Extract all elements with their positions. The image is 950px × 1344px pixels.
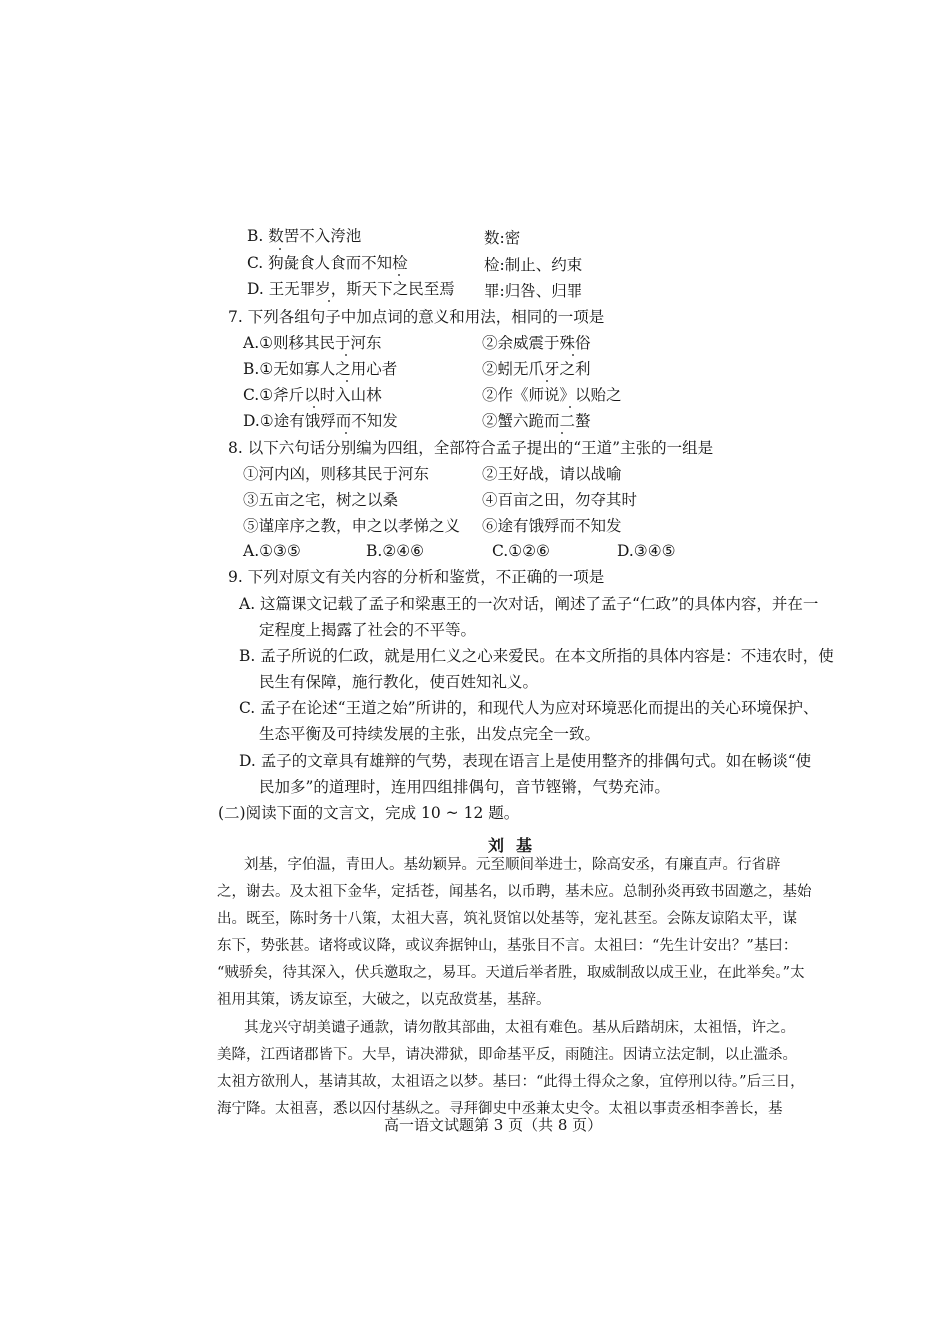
q9-line-7: D. 孟子的文章具有雄辩的气势，表现在语言上是使用整齐的排偶句式。如在畅谈“使 — [239, 752, 812, 770]
passage-line: 海宁降。太祖喜，悉以囚付基纵之。寻拜御史中丞兼太史令。太祖以事责丞相李善长，基 — [217, 1101, 783, 1117]
q8-item-2: ②王好战，请以战喻 — [482, 465, 622, 483]
q6-option-d: D. 王无罪岁，斯天下之民至焉 — [247, 280, 455, 298]
q6-option-c: C. 狗彘食人食而不知检 — [247, 254, 408, 272]
emphasis-dot — [313, 406, 315, 408]
passage-line: 出。既至，陈时务十八策，太祖大喜，筑礼贤馆以处基等，宠礼甚至。会陈友谅陷太平，谋 — [217, 911, 797, 927]
emphasis-dot — [398, 274, 400, 276]
passage-line: 太祖方欲刑人，基请其故，太祖语之以梦。基曰：“此得土得众之象，宜停刑以待。”后三日， — [217, 1074, 805, 1090]
emphasis-dot — [345, 354, 347, 356]
emphasis-dot — [346, 380, 348, 382]
passage-line: 刘基，字伯温，青田人。基幼颖异。元至顺间举进士，除高安丞，有廉直声。行省辟 — [244, 857, 781, 873]
q9-line-6: 生态平衡及可持续发展的主张，出发点完全一致。 — [259, 725, 601, 743]
q8-answer-c: C.①②⑥ — [492, 542, 550, 560]
q8-answer-d: D.③④⑤ — [617, 542, 676, 560]
q9-line-8: 民加多”的道理时，连用四组排偶句，音节铿锵，气势充沛。 — [259, 778, 670, 796]
q8-stem: 8. 以下六句话分别编为四组，全部符合孟子提出的“王道”主张的一组是 — [228, 439, 714, 457]
q8-item-1: ①河内凶，则移其民于河东 — [243, 465, 430, 483]
q9-line-5: C. 孟子在论述“王道之始”所讲的，和现代人为应对环境恶化而提出的关心环境保护、 — [239, 699, 819, 717]
q8-item-3: ③五亩之宅，树之以桑 — [243, 491, 399, 509]
q7-d-right: ②蟹六跪而二螯 — [482, 412, 591, 430]
passage-line: 东下，势张甚。诸将或议降，或议奔据钟山，基张目不言。太祖曰：“先生计安出？”基曰： — [217, 938, 798, 954]
page-footer: 高一语文试题第 3 页（共 8 页） — [384, 1116, 603, 1134]
q6-gloss-c: 检:制止、约束 — [484, 256, 583, 274]
emphasis-dot — [279, 248, 281, 250]
q6-option-b: B. 数罟不入洿池 — [247, 227, 362, 245]
q7-c-right: ②作《师说》以贻之 — [482, 386, 622, 404]
q8-answer-b: B.②④⑥ — [366, 542, 425, 560]
q8-item-5: ⑤谨庠序之教，申之以孝悌之义 — [243, 517, 461, 535]
section-heading: (二)阅读下面的文言文，完成 10 ~ 12 题。 — [218, 804, 520, 822]
emphasis-dot — [572, 354, 574, 356]
q9-line-3: B. 孟子所说的仁政，就是用仁义之心来爱民。在本文所指的具体内容是：不违农时，使 — [239, 647, 834, 665]
passage-title: 刘基 — [488, 836, 545, 855]
q7-b-left: B.①无如寡人之用心者 — [243, 360, 398, 378]
q7-b-right: ②蚓无爪牙之利 — [482, 360, 591, 378]
passage-line: 美降，江西诸郡皆下。大旱，请决滞狱，即命基平反，雨随注。因请立法定制，以止滥杀。 — [217, 1047, 797, 1063]
q7-a-right: ②余威震于殊俗 — [482, 334, 591, 352]
q7-stem: 7. 下列各组句子中加点词的意义和用法，相同的一项是 — [228, 308, 605, 326]
q6-gloss-b: 数:密 — [484, 229, 521, 247]
emphasis-dot — [546, 380, 548, 382]
q9-stem: 9. 下列对原文有关内容的分析和鉴赏，不正确的一项是 — [228, 568, 605, 586]
passage-line: 祖用其策，诱友谅至，大破之，以克敌赏基，基辞。 — [217, 992, 551, 1008]
q9-line-2: 定程度上揭露了社会的不平等。 — [259, 621, 477, 639]
emphasis-dot — [345, 432, 347, 434]
passage-line: 其龙兴守胡美谴子通款，请勿散其部曲，太祖有难色。基从后踏胡床，太祖悟，许之。 — [244, 1020, 795, 1036]
q8-item-6: ⑥途有饿殍而不知发 — [482, 517, 622, 535]
q9-line-4: 民生有保障，施行教化，使百姓知礼义。 — [259, 673, 539, 691]
q7-d-left: D.①途有饿殍而不知发 — [243, 412, 398, 430]
q7-a-left: A.①则移其民于河东 — [243, 334, 382, 352]
passage-line: 之，谢去。及太祖下金华，定括苍，闻基名，以币聘，基未应。总制孙炎再致书固邀之，基始 — [217, 884, 812, 900]
q9-line-1: A. 这篇课文记载了孟子和梁惠王的一次对话，阐述了孟子“仁政”的具体内容，并在一 — [239, 595, 819, 613]
q8-answer-a: A.①③⑤ — [243, 542, 301, 560]
emphasis-dot — [328, 300, 330, 302]
passage-line: “贼骄矣，待其深入，伏兵邀取之，易耳。天道后举者胜，取威制敌以成王业，在此举矣。”太 — [217, 965, 805, 981]
q8-item-4: ④百亩之田，勿夺其时 — [482, 491, 638, 509]
q6-gloss-d: 罪:归咎、归罪 — [484, 282, 583, 300]
q7-c-left: C.①斧斤以时入山林 — [243, 386, 382, 404]
emphasis-dot — [569, 406, 571, 408]
emphasis-dot — [561, 432, 563, 434]
